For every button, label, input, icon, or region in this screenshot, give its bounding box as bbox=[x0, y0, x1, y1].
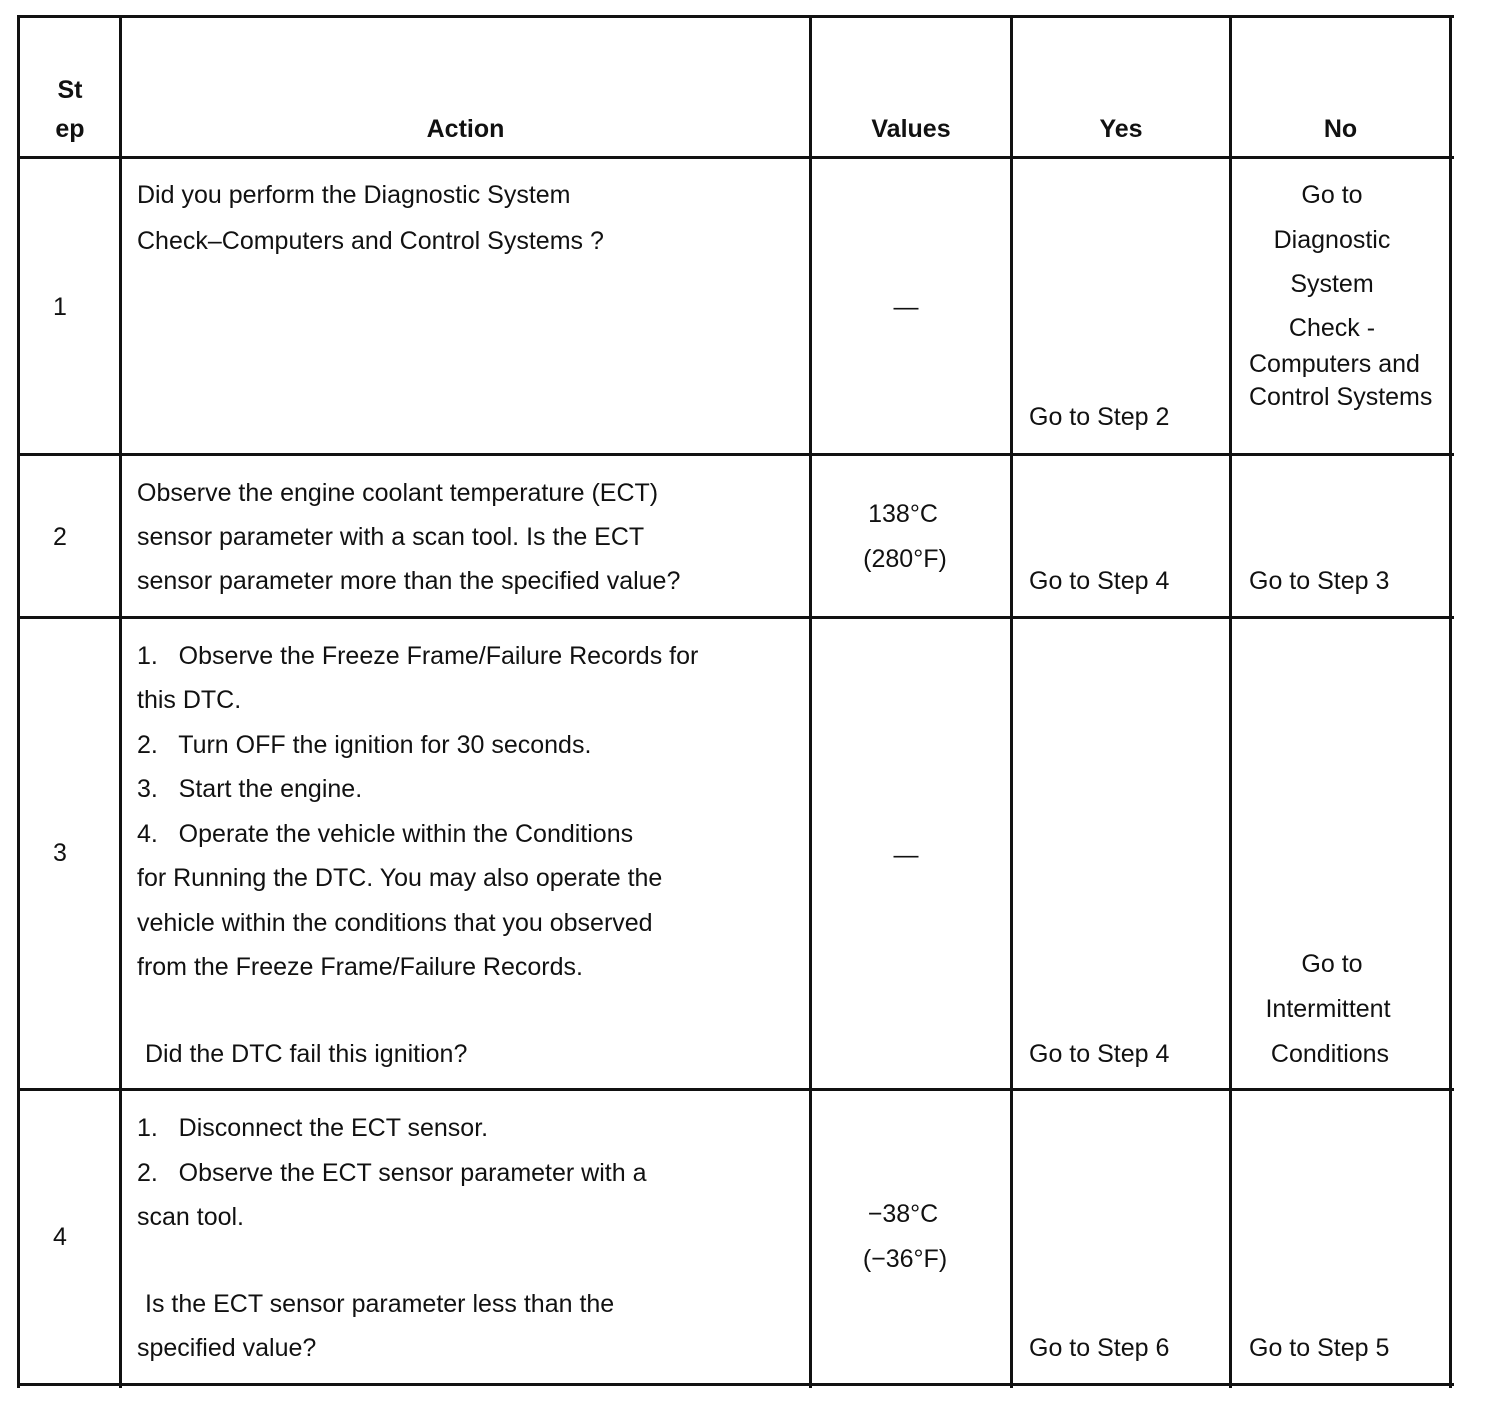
value-text: (280°F) bbox=[863, 545, 947, 573]
column-divider bbox=[1229, 15, 1232, 1388]
action-text: 3. Start the engine. bbox=[137, 775, 363, 803]
header-divider bbox=[17, 156, 1454, 159]
table-border-top bbox=[17, 15, 1454, 18]
header-action: Action bbox=[426, 115, 505, 143]
value-text: — bbox=[893, 841, 919, 869]
header-values: Values bbox=[871, 115, 951, 143]
header-step-line1: St bbox=[57, 76, 83, 104]
no-text: System bbox=[1290, 270, 1374, 298]
no-text: Control Systems bbox=[1249, 383, 1433, 411]
header-yes: Yes bbox=[1099, 115, 1143, 143]
action-text: 2. Observe the ECT sensor parameter with a bbox=[137, 1159, 647, 1187]
action-text: this DTC. bbox=[137, 686, 242, 714]
step-number: 2 bbox=[53, 523, 67, 551]
header-step-line2: ep bbox=[55, 115, 85, 143]
question-text: Is the ECT sensor parameter less than the bbox=[145, 1290, 615, 1318]
column-divider bbox=[1010, 15, 1013, 1388]
value-text: — bbox=[893, 293, 919, 321]
action-text: 4. Operate the vehicle within the Conditions bbox=[137, 820, 634, 848]
row-divider bbox=[17, 1088, 1454, 1091]
yes-text: Go to Step 6 bbox=[1029, 1334, 1170, 1362]
yes-text: Go to Step 4 bbox=[1029, 1040, 1170, 1068]
column-divider bbox=[809, 15, 812, 1388]
yes-text: Go to Step 4 bbox=[1029, 567, 1170, 595]
action-text: Observe the engine coolant temperature (ECT) bbox=[137, 479, 659, 507]
value-text: (−36°F) bbox=[862, 1245, 948, 1273]
action-text: Did you perform the Diagnostic System bbox=[137, 181, 571, 209]
no-text: Go to bbox=[1301, 950, 1363, 978]
action-text: Check–Computers and Control Systems ? bbox=[137, 227, 604, 255]
action-text: 2. Turn OFF the ignition for 30 seconds. bbox=[137, 731, 592, 759]
no-text: Check - bbox=[1288, 314, 1376, 342]
yes-text: Go to Step 2 bbox=[1029, 403, 1170, 431]
action-text: 1. Observe the Freeze Frame/Failure Records for bbox=[137, 642, 699, 670]
action-text: 1. Disconnect the ECT sensor. bbox=[137, 1114, 489, 1142]
column-divider bbox=[119, 15, 122, 1388]
value-text: 138°C bbox=[868, 500, 938, 528]
no-text: Intermittent bbox=[1265, 995, 1391, 1023]
row-divider bbox=[17, 616, 1454, 619]
no-text: Go to bbox=[1301, 181, 1363, 209]
no-text: Go to Step 3 bbox=[1249, 567, 1390, 595]
table-border-left bbox=[17, 15, 20, 1388]
action-text: sensor parameter with a scan tool. Is the ECT bbox=[137, 523, 645, 551]
table-border-bottom bbox=[17, 1383, 1454, 1386]
action-text: from the Freeze Frame/Failure Records. bbox=[137, 953, 583, 981]
no-text: Diagnostic bbox=[1273, 226, 1391, 254]
step-number: 4 bbox=[53, 1223, 67, 1251]
question-text: Did the DTC fail this ignition? bbox=[145, 1040, 468, 1068]
no-text: Go to Step 5 bbox=[1249, 1334, 1390, 1362]
no-text: Conditions bbox=[1270, 1040, 1390, 1068]
value-text: −38°C bbox=[867, 1200, 939, 1228]
question-text: specified value? bbox=[137, 1334, 317, 1362]
action-text: for Running the DTC. You may also operate the bbox=[137, 864, 663, 892]
row-divider bbox=[17, 453, 1454, 456]
action-text: vehicle within the conditions that you observed bbox=[137, 909, 653, 937]
table-border-right bbox=[1449, 15, 1452, 1388]
step-number: 1 bbox=[53, 293, 67, 321]
header-no: No bbox=[1323, 115, 1358, 143]
step-number: 3 bbox=[53, 839, 67, 867]
no-text: Computers and bbox=[1249, 350, 1420, 378]
action-text: scan tool. bbox=[137, 1203, 245, 1231]
action-text: sensor parameter more than the specified value? bbox=[137, 567, 681, 595]
